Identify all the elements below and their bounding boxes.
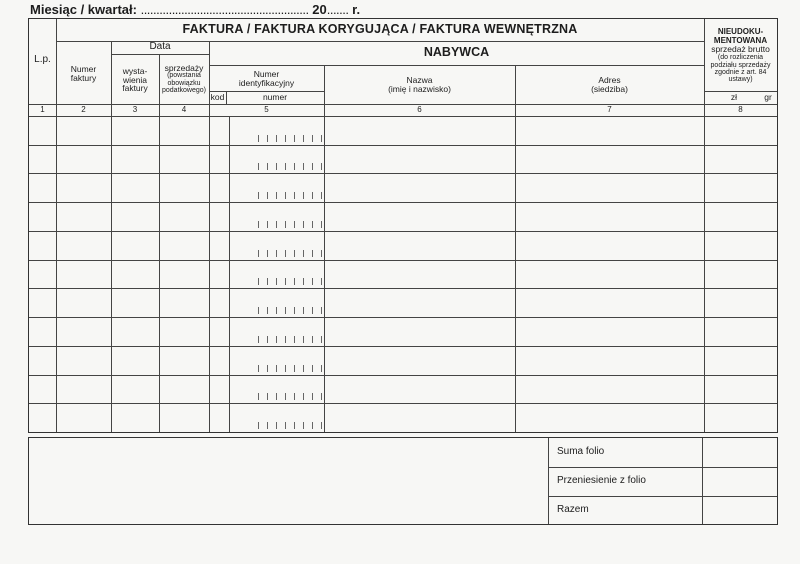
col-number-8: 8 [738,104,743,114]
nabywca-header: NABYWCA [423,45,490,60]
digit-tick [294,278,295,285]
digit-tick [285,250,286,257]
przeniesienie-label: Przeniesienie z folio [557,475,646,486]
nazwa-header: Nazwa (imię i nazwisko) [388,75,451,94]
id-digit-ticks [258,365,324,373]
digit-tick [258,278,259,285]
digit-tick [294,336,295,343]
id-digit-ticks [258,336,324,344]
digit-tick [312,278,313,285]
digit-tick [267,336,268,343]
digit-tick [258,135,259,142]
digit-tick [321,307,322,314]
digit-tick [294,393,295,400]
numer-id-header: Numer identyfikacyjny [238,69,295,88]
digit-tick [276,250,277,257]
digit-tick [303,393,304,400]
digit-tick [294,365,295,372]
table-row-line [29,202,777,203]
digit-tick [276,278,277,285]
table-row-line [29,231,777,232]
digit-tick [258,163,259,170]
digit-tick [276,393,277,400]
digit-tick [312,307,313,314]
col-number-2: 2 [81,104,86,114]
id-digit-ticks [258,307,324,315]
digit-tick [258,393,259,400]
digit-tick [303,307,304,314]
summary-box [28,437,778,525]
digit-tick [285,422,286,429]
digit-tick [312,250,313,257]
id-digit-ticks [258,135,324,143]
digit-tick [312,336,313,343]
table-row-line [29,317,777,318]
digit-tick [267,135,268,142]
digit-tick [276,192,277,199]
summary-value-divider [702,438,703,524]
digit-tick [321,250,322,257]
digit-tick [303,250,304,257]
col-number-4: 4 [181,104,187,114]
summary-line-2 [548,496,777,497]
digit-tick [258,422,259,429]
year-suffix: r. [352,2,361,17]
sprzedazy-header: sprzedaży (powstania obowiązku podatkowego) [162,62,206,95]
digit-tick [312,393,313,400]
digit-tick [285,365,286,372]
digit-tick [258,336,259,343]
digit-tick [285,163,286,170]
table-row-line [29,260,777,261]
digit-tick [294,221,295,228]
digit-tick [303,135,304,142]
adres-header: Adres (siedziba) [591,75,628,94]
digit-tick [321,192,322,199]
digit-tick [312,365,313,372]
digit-tick [285,336,286,343]
table-row-line [29,173,777,174]
digit-tick [312,422,313,429]
digit-tick [312,163,313,170]
suma-folio-label: Suma folio [557,446,605,457]
razem-label: Razem [557,504,589,515]
digit-tick [303,336,304,343]
id-digit-ticks [258,192,324,200]
digit-tick [285,192,286,199]
digit-tick [312,135,313,142]
col-number-5: 5 [264,104,269,114]
kod-header: kod [210,92,225,103]
period-dots: ...................................................... [140,2,309,17]
digit-tick [321,393,322,400]
id-digit-ticks [258,250,324,258]
digit-tick [303,278,304,285]
colnum-bottom-line [29,116,777,117]
digit-tick [285,307,286,314]
col-5-divider [324,65,325,432]
zl-header: zł [730,92,738,103]
col-number-3: 3 [132,104,138,114]
gr-header: gr [764,92,772,103]
digit-tick [276,163,277,170]
digit-tick [267,422,268,429]
period-header [30,2,360,17]
year-dots: ....... [326,2,349,17]
digit-tick [303,221,304,228]
id-digit-ticks [258,278,324,286]
digit-tick [303,422,304,429]
digit-tick [303,192,304,199]
digit-tick [276,221,277,228]
id-digit-ticks [258,163,324,171]
digit-tick [258,250,259,257]
data-group-line [111,54,209,55]
kod-body-divider [229,116,230,432]
digit-tick [276,422,277,429]
data-group-header: Data [149,41,171,53]
digit-tick [321,163,322,170]
digit-tick [267,365,268,372]
numer-header: numer [262,92,288,103]
digit-tick [312,192,313,199]
digit-tick [258,192,259,199]
summary-label-divider [548,438,549,524]
digit-tick [303,365,304,372]
digit-tick [267,278,268,285]
digit-tick [294,422,295,429]
numer-faktury-header: Numer faktury [70,64,97,83]
table-title: FAKTURA / FAKTURA KORYGUJĄCA / FAKTURA WEWNĘTRZNA [182,22,578,37]
invoice-register-table [28,18,778,433]
col-number-7: 7 [607,104,612,114]
table-row-line [29,375,777,376]
digit-tick [294,163,295,170]
digit-tick [258,221,259,228]
digit-tick [267,163,268,170]
digit-tick [321,336,322,343]
digit-tick [285,135,286,142]
digit-tick [285,221,286,228]
digit-tick [321,422,322,429]
digit-tick [321,221,322,228]
digit-tick [267,192,268,199]
id-digit-ticks [258,422,324,430]
digit-tick [276,336,277,343]
year-prefix: 20 [312,2,327,17]
digit-tick [312,221,313,228]
nieudokumentowana-header: NIEUDOKU- MENTOWANA sprzedaż brutto (do rozliczenia podziału sprzedaży zgodnie z art. 84 ustawy) [710,27,771,84]
table-row-line [29,403,777,404]
digit-tick [321,365,322,372]
col-number-1: 1 [40,104,45,114]
digit-tick [321,135,322,142]
col-6-divider [515,65,516,432]
table-row-line [29,288,777,289]
digit-tick [267,221,268,228]
digit-tick [258,365,259,372]
digit-tick [294,135,295,142]
summary-line-1 [548,467,777,468]
wystawienia-header: wysta- wienia faktury [122,65,148,94]
digit-tick [276,135,277,142]
digit-tick [294,192,295,199]
digit-tick [258,307,259,314]
digit-tick [285,393,286,400]
digit-tick [303,163,304,170]
digit-tick [276,307,277,314]
digit-tick [285,278,286,285]
digit-tick [294,307,295,314]
period-label: Miesiąc / kwartał: [30,2,137,17]
id-digit-ticks [258,221,324,229]
table-row-line [29,346,777,347]
lp-header: L.p. [34,53,51,65]
digit-tick [267,393,268,400]
digit-tick [267,250,268,257]
nabywca-line [209,65,704,66]
digit-tick [267,307,268,314]
digit-tick [321,278,322,285]
id-digit-ticks [258,393,324,401]
digit-tick [294,250,295,257]
table-row-line [29,145,777,146]
digit-tick [276,365,277,372]
col-number-6: 6 [417,104,422,114]
